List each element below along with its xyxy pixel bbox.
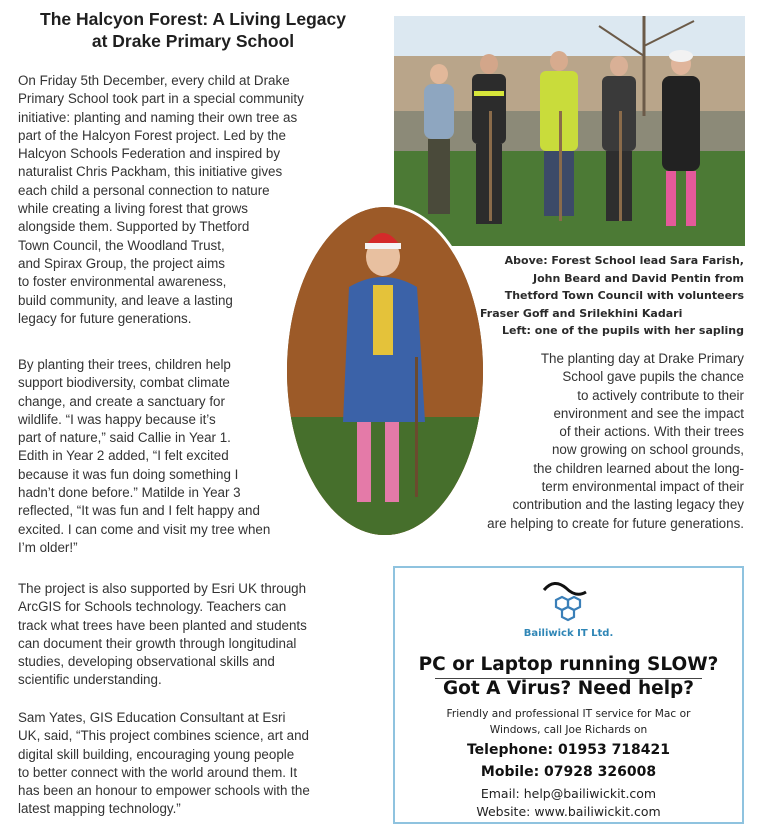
text-line: term environmental impact of their [541, 479, 744, 495]
text-line: On Friday 5th December, every child at Drake [18, 73, 290, 88]
text-line: UK, said, “This project combines science, art and [18, 728, 309, 744]
text-line: Edith in Year 2 added, “I felt excited [18, 448, 229, 464]
text-line: wildlife. “I was happy because it’s [18, 411, 216, 427]
text-line: environment and see the impact [553, 405, 744, 421]
text-line: ArcGIS for Schools technology. Teachers can [18, 599, 287, 615]
desc-line: Friendly and professional IT service for Mac or [446, 708, 691, 720]
text-line: part of the Halcyon Forest project. Led by the [18, 127, 286, 143]
text-line: contribution and the lasting legacy they [512, 497, 744, 513]
text-line: support biodiversity, combat climate [18, 375, 230, 391]
caption-line: Left: one of the pupils with her sapling [502, 324, 744, 337]
text-line: Halcyon Schools Federation and inspired by [18, 146, 281, 162]
advert-headline-2: Got A Virus? Need help? [442, 678, 695, 699]
text-line: latest mapping technology.” [18, 801, 181, 817]
text-line: to actively contribute to their [577, 387, 744, 403]
text-line: scientific understanding. [18, 672, 162, 688]
group-photo [394, 16, 745, 246]
paragraph-sam-yates [18, 709, 369, 819]
email: Email: help@bailiwickit.com [480, 786, 657, 801]
text-line: Town Council, the Woodland Trust, [18, 237, 225, 253]
bailiwick-advert [393, 566, 744, 824]
text-line: has been an honour to empower schools with the [18, 783, 310, 799]
title-line-1: The Halcyon Forest: A Living Legacy [40, 9, 346, 29]
text-line: naturalist Chris Packham, this initiative gives [18, 164, 283, 180]
text-line: The project is also supported by Esri UK through [18, 581, 307, 596]
text-line: I’m older!” [18, 539, 78, 555]
photo-caption [460, 252, 744, 340]
text-line: hadn’t done before.” Matilde in Year 3 [18, 485, 241, 501]
title-line-2: at Drake Primary School [91, 31, 295, 51]
advert-headline-1: PC or Laptop running SLOW? [418, 654, 719, 675]
text-line: alongside them. Supported by Thetford [18, 219, 250, 235]
logo-text: Bailiwick IT Ltd. [523, 628, 614, 639]
text-line: The planting day at Drake Primary [540, 351, 744, 366]
bailiwick-logo-icon [536, 578, 594, 624]
text-line: of their actions. With their trees [559, 424, 744, 440]
text-line: now growing on school grounds, [551, 442, 744, 458]
advert-description [415, 706, 722, 738]
text-line: Primary School took part in a special community [18, 91, 304, 107]
article-title [8, 8, 378, 52]
text-line: can document their growth through longitudinal [18, 635, 297, 651]
paragraph-planting-day [422, 350, 744, 533]
text-line: initiative: planting and naming their own tree as [18, 109, 298, 125]
caption-line: Thetford Town Council with volunteers [504, 289, 744, 302]
text-line: are helping to create for future generations. [487, 515, 744, 531]
text-line: excited. I can come and visit my tree when [18, 521, 271, 537]
text-line: By planting their trees, children help [18, 357, 231, 372]
desc-line: Windows, call Joe Richards on [489, 724, 648, 736]
text-line: digital skill building, encouraging young people [18, 746, 295, 762]
text-line: the children learned about the long- [533, 460, 744, 476]
text-line: track what trees have been planted and students [18, 617, 307, 633]
text-line: reflected, “It was fun and I felt happy and [18, 503, 260, 519]
text-line: and Spirax Group, the project aims [18, 255, 225, 271]
text-line: School gave pupils the chance [562, 369, 744, 385]
caption-line: John Beard and David Pentin from [533, 271, 744, 285]
text-line: each child a personal connection to nature [18, 182, 270, 198]
text-line: to better connect with the world around them. It [18, 764, 298, 780]
text-line: part of nature,” said Callie in Year 1. [18, 430, 231, 446]
caption-line: Fraser Goff and Srilekhini Kadari [480, 306, 683, 320]
caption-line: Above: Forest School lead Sara Farish, [504, 254, 744, 267]
text-line: Sam Yates, GIS Education Consultant at Esri [18, 710, 286, 725]
text-line: change, and create a sanctuary for [18, 393, 225, 409]
mobile: Mobile: 07928 326008 [480, 764, 657, 780]
website: Website: www.bailiwickit.com [476, 804, 661, 819]
text-line: build community, and leave a lasting [18, 292, 233, 308]
text-line: while creating a living forest that grows [18, 201, 248, 217]
text-line: studies, developing observational skills and [18, 654, 275, 670]
text-line: legacy for future generations. [18, 310, 192, 326]
text-line: because it was fun doing something I [18, 466, 239, 482]
paragraph-esri [18, 580, 369, 690]
group-photo-illustration [394, 16, 745, 246]
telephone: Telephone: 01953 718421 [466, 742, 671, 758]
text-line: to foster environmental awareness, [18, 274, 227, 290]
